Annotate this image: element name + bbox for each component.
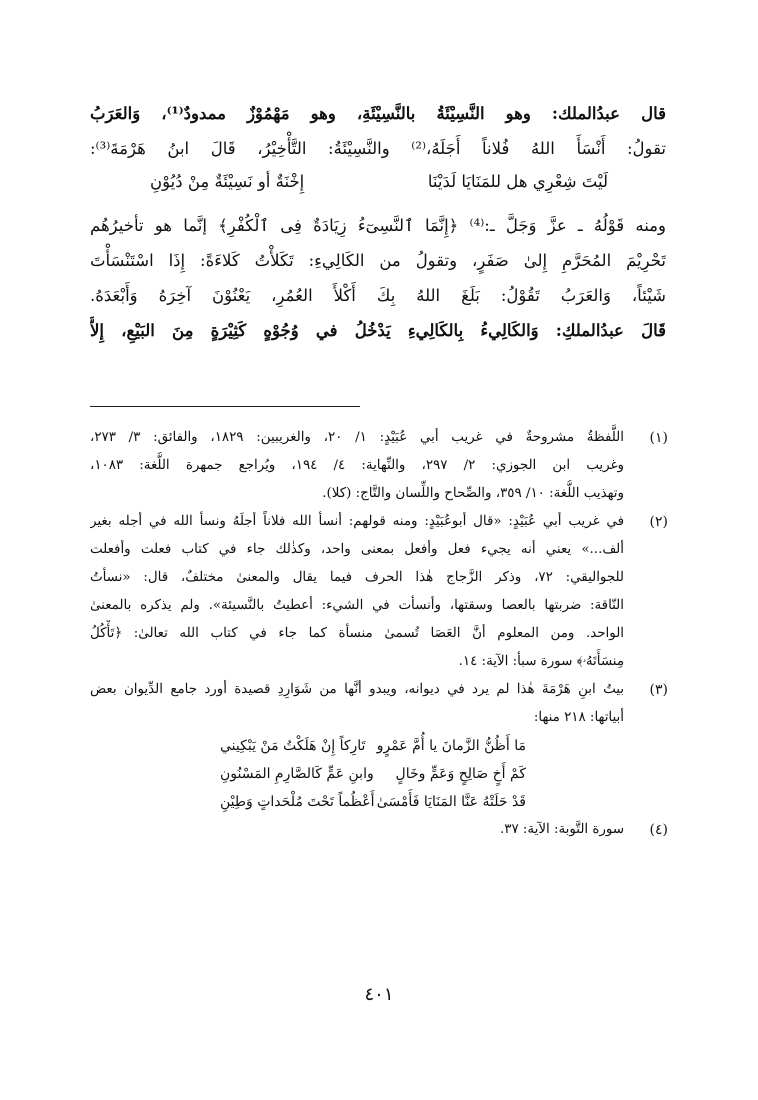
paragraph-2-line-2: تَحْرِيْمَ المُحَرَّمِ إِلىٰ صَفَرٍ، وتقولُ من الكَالِيءِ: تَكَلأْتُ كَلاءَةً: إِذَا اسْتَنْسَأْتَ	[90, 251, 666, 270]
footnote-poem	[90, 732, 624, 816]
paragraph-1-line-2: تقولُ: أَنْسَأَ اللهُ فُلاناً أَجَلَهُ،⁽²⁾ والنَّسِيْئَةُ: التَّأْخِيْرُ، قَالَ ابنُ هَرْمَةَ⁽³⁾:	[90, 139, 666, 158]
footnote-4	[90, 816, 668, 844]
poem-second-hemistich: وابنِ عَمٍّ كَالصَّارِمِ المَسْنُونِ	[220, 766, 374, 782]
page-number: ٤٠١	[364, 984, 394, 1005]
footnote-2	[90, 508, 668, 676]
poem-first-hemistich: كَمْ أَخٍ صَالِحٍ وَعَمٍّ وخَالٍ	[395, 766, 526, 782]
footnote-line: ألف...» يعني أنه يجيء فعل وأفعل بمعنى واحد، وكذٰلك جاء في كتاب فعلت وأفعلت	[90, 542, 624, 557]
poem-verse	[90, 788, 624, 816]
footnote-line: سورة التَّوبة: الآية: ٣٧.	[500, 822, 624, 837]
footnote-line: وغريب ابن الجوزي: ٢/ ٢٩٧، والنِّهاية: ٤/ ١٩٤، ويُراجع جمهرة اللُّغة: ١٠٨٣،	[90, 458, 624, 473]
footnote-3	[90, 676, 668, 816]
poem-second-hemistich: أَعْظُماً تَحْتَ مُلْحَداتٍ وَطِيْنِ	[220, 794, 375, 810]
footnote-number: (٤)	[649, 822, 668, 838]
footnote-line: وتهذيب اللُّغة: ١٠/ ٣٥٩، والصِّحاح واللِّسان والتَّاج: (كلا).	[322, 486, 624, 501]
poem-first-hemistich: مَا أَظُنُّ الزَّمانَ يا أُمَّ عَمْرٍو	[376, 738, 526, 754]
footnote-number: (٣)	[649, 682, 668, 698]
footnote-number: (٢)	[649, 514, 668, 530]
poem-second-hemistich: تَارِكاً إِنْ هَلَكْتُ مَنْ يَبْكِيني	[220, 738, 366, 754]
footnote-line: النّاقة: ضربتها بالعصا وسقتها، وأنسأت في الشيء: أعطيتُ بالنَّسيئة». ولم يذكره بالمعنىٰ	[90, 598, 624, 613]
paragraph-2-line-1: ومنه قَوْلُهُ ـ عزَّ وَجَلَّ ـ:⁽⁴⁾ ﴿إِنَّمَا ٱلنَّسِىٓءُ زِيَادَةٌ فِى ٱلْكُفْرِ﴾ إنَّما هو تأخيرُهُم	[90, 216, 666, 235]
paragraph-1-line-1: قال عبدُالملك: وهو النَّسِيْئَةُ بالنَّسِيْئَةِ، وهو مَهْمُوْزٌ ممدودٌ⁽¹⁾، وَالعَرَبُ	[90, 104, 666, 123]
footnote-line: في غريب أبي عُبَيْدٍ: «قال أبوعُبَيْدٍ: ومنه قولهم: أنسأ الله فلاناً أجلَهُ ونسأ الله في أجله بغير	[90, 514, 624, 529]
footnote-separator	[90, 406, 360, 407]
footnote-line: اللَّفظةُ مشروحةٌ في غريب أبي عُبَيْدٍ: ١/ ٢٠، والغريبين: ١٨٢٩، والفائق: ٣/ ٢٧٣،	[90, 430, 624, 445]
footnote-line: مِنسَأَتَهُۥ﴾ سورة سبأ: الآية: ١٤.	[458, 654, 624, 669]
poem-first-hemistich: قَدْ حَلَتْهُ عَنَّا المَنَايَا فَأَمْسَىٰ	[376, 794, 526, 810]
verse-first-hemistich: لَيْتَ شِعْرِي هل للمَنَايَا لَدَيْنَا	[427, 172, 608, 191]
footnote-line: للجواليقي: ٧٢، وذكر الزَّجاج هٰذا الحرف فيما يقال والمعنىٰ مختلفٌ، قال: «نسأتُ	[90, 570, 624, 585]
footnotes	[90, 424, 668, 844]
footnote-line: أبياتها: ٢١٨ منها:	[533, 710, 624, 725]
paragraph-2-line-3: شَيْئاً، وَالعَرَبُ تَقُوْلُ: بَلَغَ اللهُ بِكَ أَكْلأَ العُمُرِ، يَعْنُوْنَ آخِرَهُ وَأَبْعَدَهُ.	[90, 286, 666, 305]
footnote-number: (١)	[649, 430, 668, 446]
verse-second-hemistich: إِخْنَةٌ أو نَسِيْئَةٌ مِنْ دُيُوْنِ	[150, 172, 305, 191]
main-text	[90, 96, 666, 348]
footnote-line: الواحد. ومن المعلوم أنَّ العَصَا تُسمىٰ منسأة كما جاء في كتاب الله تعالىٰ: ﴿تَأْكُلُ	[90, 626, 624, 641]
poem-verse	[90, 760, 624, 788]
footnote-line: بيتُ ابنِ هَرْمَةَ هٰذا لم يرد في ديوانه، ويبدو أنَّها من شَوَارِدِ قصيدة أورد جامع الدِّيوان بعض	[90, 682, 624, 697]
poem-verse	[90, 732, 624, 760]
poetry-verse	[90, 164, 666, 208]
paragraph-3-line-1: قَالَ عبدُالملكِ: وَالكَالِيءُ بِالكَالِيءِ يَدْخُلُ في وُجُوْهٍ كَثِيْرَةٍ مِنَ البَيْعِ، إِلاَّ	[90, 321, 666, 340]
footnote-1	[90, 424, 668, 508]
